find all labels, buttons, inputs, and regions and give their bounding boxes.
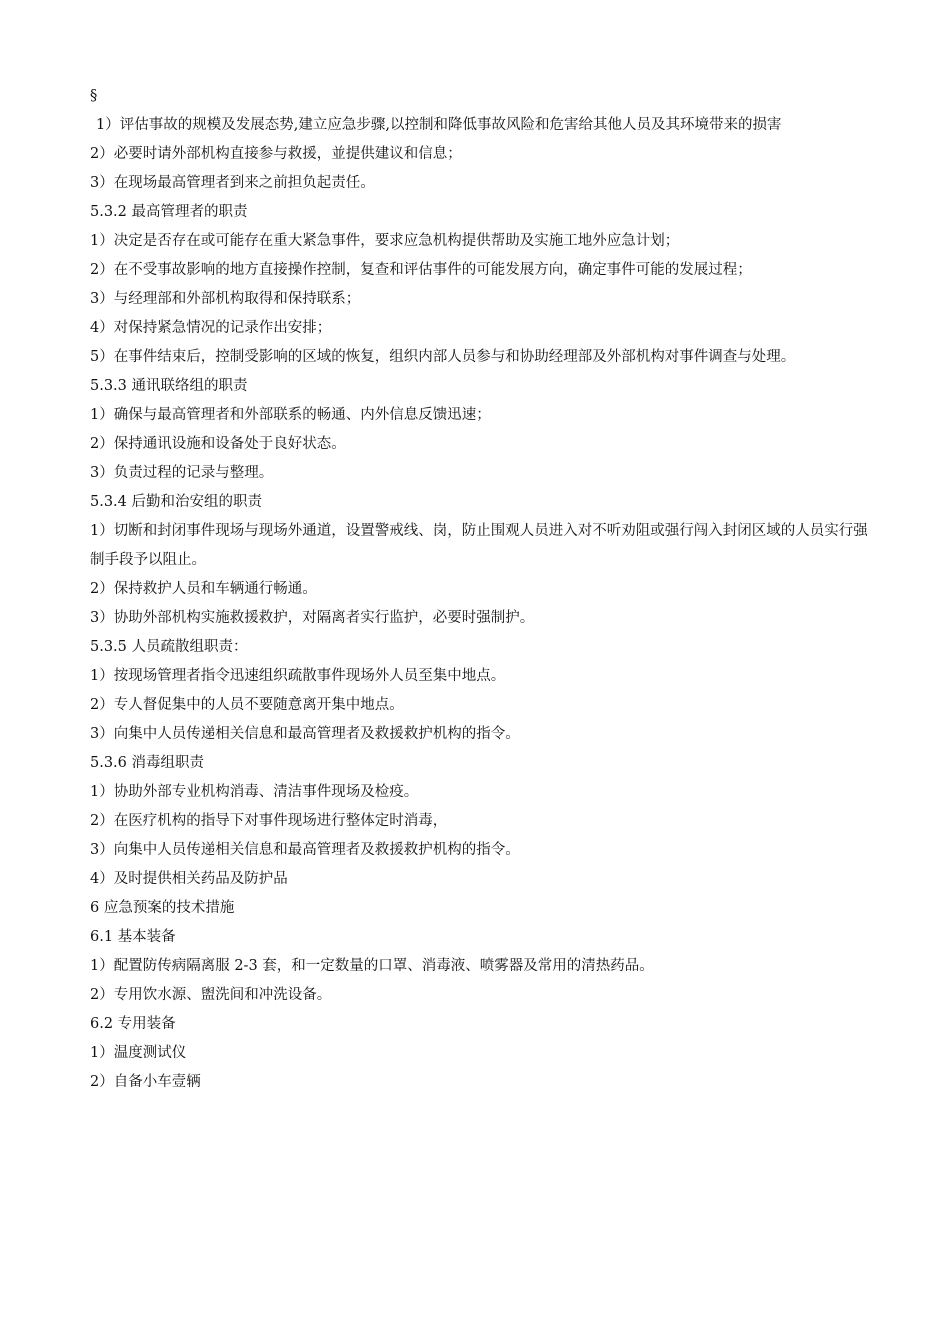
list-item: 1）切断和封闭事件现场与现场外通道，设置警戒线、岗，防止围观人员进入对不听劝阻或强行闯入封闭区域的人员实行强制手段予以阻止。 bbox=[90, 523, 868, 568]
list-item: 2）自备小车壹辆 bbox=[90, 1074, 201, 1090]
list-item: 5）在事件结束后，控制受影响的区域的恢复，组织内部人员参与和协助经理部及外部机构对事件调查与处理。 bbox=[90, 349, 796, 365]
list-item: 1）决定是否存在或可能存在重大紧急事件，要求应急机构提供帮助及实施工地外应急计划； bbox=[90, 233, 680, 249]
section-heading: 5.3.3 通讯联络组的职责 bbox=[90, 378, 248, 394]
list-item: 1）温度测试仪 bbox=[90, 1045, 187, 1061]
section-heading: 5.3.6 消毒组职责 bbox=[90, 755, 205, 771]
section-heading: 5.3.2 最高管理者的职责 bbox=[90, 204, 248, 220]
list-item: 2）必要时请外部机构直接参与救援，並提供建议和信息； bbox=[90, 146, 462, 162]
list-item: 3）向集中人员传递相关信息和最高管理者及救援救护机构的指令。 bbox=[90, 842, 520, 858]
list-item: 1）按现场管理者指令迅速组织疏散事件现场外人员至集中地点。 bbox=[90, 668, 506, 684]
section-heading: 5.3.4 后勤和治安组的职责 bbox=[90, 494, 263, 510]
list-item: 2）在医疗机构的指导下对事件现场进行整体定时消毒， bbox=[90, 813, 448, 829]
document-body bbox=[90, 82, 870, 1097]
list-item: 2）保持通讯设施和设备处于良好状态。 bbox=[90, 436, 346, 452]
list-item: 2）专用饮水源、盥洗间和冲洗设备。 bbox=[90, 987, 332, 1003]
list-item: 2）专人督促集中的人员不要随意离开集中地点。 bbox=[90, 697, 404, 713]
list-item: 3）协助外部机构实施救援救护，对隔离者实行监护，必要时强制护。 bbox=[90, 610, 535, 626]
section-heading: 6 应急预案的技术措施 bbox=[90, 900, 235, 916]
list-item: 1）协助外部专业机构消毒、清洁事件现场及检疫。 bbox=[90, 784, 419, 800]
list-item: 1）配置防传病隔离服 2-3 套，和一定数量的口罩、消毒液、喷雾器及常用的清热药品。 bbox=[90, 958, 654, 974]
section-heading: 6.1 基本装备 bbox=[90, 929, 176, 945]
list-item: 4）及时提供相关药品及防护品 bbox=[90, 871, 288, 887]
list-item: 3）负责过程的记录与整理。 bbox=[90, 465, 274, 481]
list-item: 4）对保持紧急情况的记录作出安排； bbox=[90, 320, 332, 336]
list-item: 1）评估事故的规模及发展态势,建立应急步骤,以控制和降低事故风险和危害给其他人员及其环境带来的损害 bbox=[96, 117, 782, 133]
list-item: 1）确保与最高管理者和外部联系的畅通、内外信息反馈迅速； bbox=[90, 407, 491, 423]
section-heading: 5.3.5 人员疏散组职责： bbox=[90, 639, 248, 655]
list-item: 3）在现场最高管理者到来之前担负起责任。 bbox=[90, 175, 375, 191]
list-item: 3）向集中人员传递相关信息和最高管理者及救援救护机构的指令。 bbox=[90, 726, 520, 742]
list-item: 2）在不受事故影响的地方直接操作控制，复查和评估事件的可能发展方向，确定事件可能的发展过程； bbox=[90, 262, 752, 278]
list-item: 2）保持救护人员和车辆通行畅通。 bbox=[90, 581, 317, 597]
section-heading: 6.2 专用装备 bbox=[90, 1016, 176, 1032]
list-item: 3）与经理部和外部机构取得和保持联系； bbox=[90, 291, 361, 307]
section-mark: § bbox=[90, 88, 98, 104]
